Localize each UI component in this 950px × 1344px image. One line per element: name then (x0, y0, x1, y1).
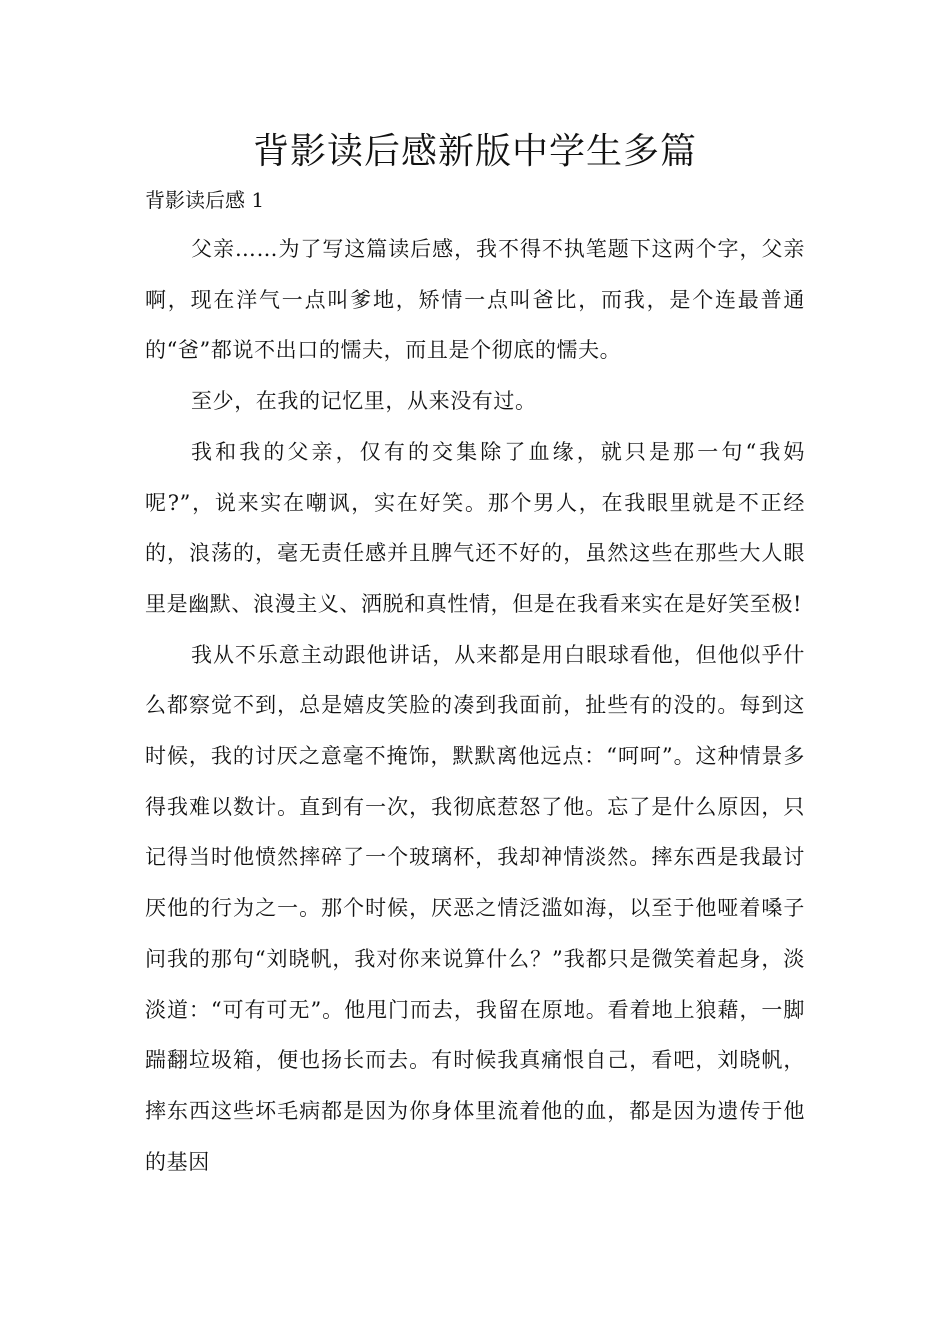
document-title: 背影读后感新版中学生多篇 (252, 131, 697, 172)
section-heading: 背影读后感 1 (145, 188, 265, 212)
paragraph: 我和我的父亲，仅有的交集除了血缘，就只是那一句“我妈呢?”，说来实在嘲讽，实在好笑。那个男人，在我眼里就是不正经的，浪荡的，毫无责任感并且脾气还不好的，虽然这些在那些大人眼里是幽默、浪漫主义、洒脱和真性情，但是在我看来实在是好笑至极! (145, 439, 805, 616)
paragraph: 我从不乐意主动跟他讲话，从来都是用白眼球看他，但他似乎什么都察觉不到，总是嬉皮笑脸的凑到我面前，扯些有的没的。每到这时候，我的讨厌之意毫不掩饰，默默离他远点：“呵呵”。这种情景多得我难以数计。直到有一次，我彻底惹怒了他。忘了是什么原因，只记得当时他愤然摔碎了一个玻璃杯，我却神情淡然。摔东西是我最讨厌他的行为之一。那个时候，厌恶之情泛滥如海，以至于他哑着嗓子问我的那句“刘晓帆，我对你来说算什么？”我都只是微笑着起身，淡淡道：“可有可无”。他甩门而去，我留在原地。看着地上狼藉，一脚踹翻垃圾箱，便也扬长而去。有时候我真痛恨自己，看吧，刘晓帆，摔东西这些坏毛病都是因为你身体里流着他的血，都是因为遗传于他的基因 (145, 642, 805, 1174)
document-body (145, 224, 805, 1187)
paragraph: 父亲……为了写这篇读后感，我不得不执笔题下这两个字，父亲啊，现在洋气一点叫爹地，矫情一点叫爸比，而我，是个连最普通的“爸”都说不出口的懦夫，而且是个彻底的懦夫。 (145, 237, 805, 363)
paragraph: 至少，在我的记忆里，从来没有过。 (191, 389, 537, 414)
